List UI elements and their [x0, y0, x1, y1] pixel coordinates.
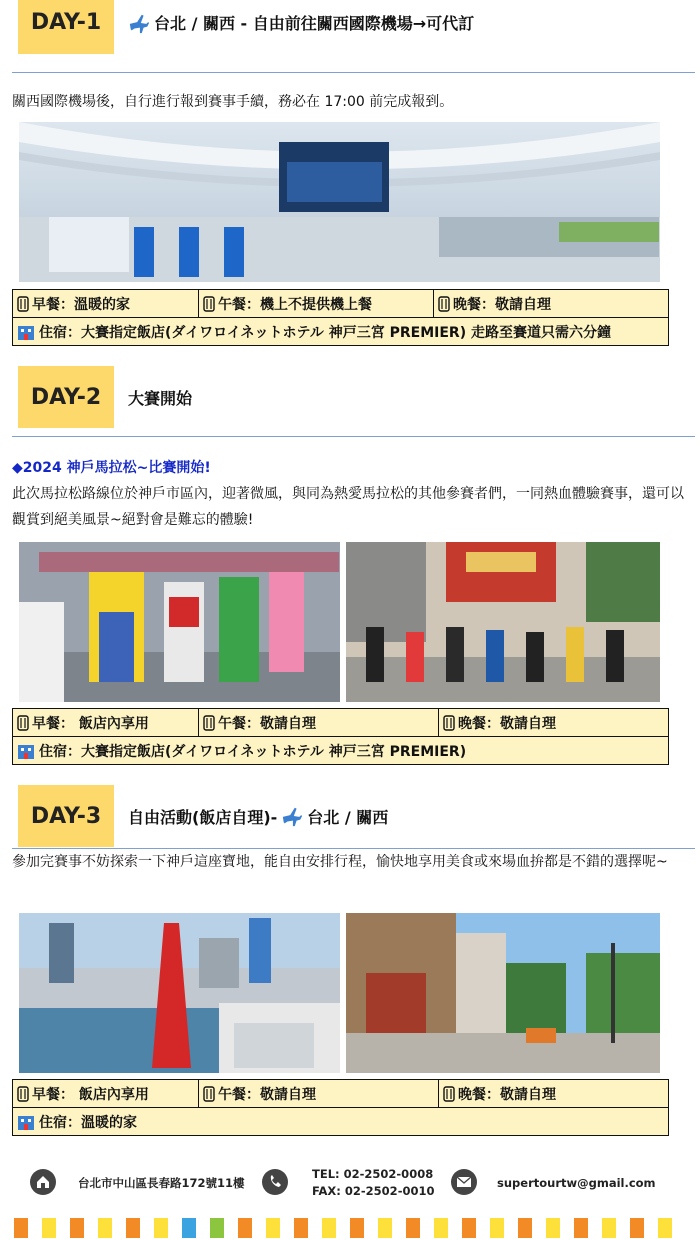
hotel-cell	[13, 737, 668, 764]
day3-description: 參加完賽事不妨探索一下神戶這座寶地，能自由安排行程，愉快地享用美食或來場血拚都是不錯的選擇呢~	[12, 854, 668, 870]
stripe	[378, 1218, 392, 1238]
stripe	[70, 1218, 84, 1238]
stripe	[630, 1218, 644, 1238]
day1-description: 關西國際機場後，自行進行報到賽事手續，務必在 17:00 前完成報到。	[12, 94, 454, 110]
dinner-text: 晚餐：敬請自理	[458, 715, 556, 732]
lunch-cell	[198, 290, 433, 317]
mail-icon	[451, 1169, 477, 1195]
utensils-icon	[203, 1086, 215, 1102]
marathon-runners-photo	[19, 542, 340, 702]
utensils-icon	[438, 296, 450, 312]
kobe-chinatown-photo	[346, 542, 660, 702]
stripe	[14, 1218, 28, 1238]
day3-title	[128, 805, 388, 828]
lunch-cell	[198, 1080, 438, 1107]
lunch-text: 午餐：敬請自理	[218, 1086, 316, 1103]
day1-header	[18, 0, 474, 45]
hotel-row	[13, 318, 668, 345]
home-icon	[30, 1169, 56, 1195]
kobe-street-photo	[346, 913, 660, 1073]
stripe	[98, 1218, 112, 1238]
stripe	[238, 1218, 252, 1238]
meal-row	[13, 709, 668, 737]
day2-badge: DAY-2	[18, 366, 114, 428]
stripe	[434, 1218, 448, 1238]
airplane-icon	[128, 12, 150, 34]
day2-description: 此次馬拉松路線位於神戶市區內，迎著微風，與同為熱愛馬拉松的其他參賽者們，一同熱血體驗賽事，還可以觀賞到絕美風景~絕對會是難忘的體驗!	[12, 486, 684, 528]
day3-meal-table	[12, 1079, 669, 1136]
airplane-icon	[281, 805, 303, 827]
address-text: 台北市中山區長春路172號11樓	[78, 1176, 245, 1190]
lunch-text: 午餐：敬請自理	[218, 715, 316, 732]
meal-row	[13, 1080, 668, 1108]
kobe-harbor-photo	[19, 913, 340, 1073]
day3-title-prefix: 自由活動(飯店自理)-	[128, 807, 278, 827]
day1-title	[128, 11, 474, 34]
stripe	[350, 1218, 364, 1238]
utensils-icon	[17, 1086, 29, 1102]
day2-title: 大賽開始	[128, 388, 193, 408]
stripe	[154, 1218, 168, 1238]
hotel-row	[13, 737, 668, 764]
hotel-icon	[17, 1113, 35, 1131]
dinner-text: 晚餐：敬請自理	[453, 296, 551, 313]
day3-header	[18, 785, 388, 847]
stripe	[294, 1218, 308, 1238]
airport-photo	[19, 122, 660, 282]
stripe	[210, 1218, 224, 1238]
stripe	[266, 1218, 280, 1238]
breakfast-text: 早餐：溫暖的家	[32, 296, 130, 313]
divider	[12, 436, 695, 437]
day2-highlight: ◆2024 神戶馬拉松~比賽開始!	[12, 460, 211, 476]
stripe	[602, 1218, 616, 1238]
fax-text: FAX: 02-2502-0010	[312, 1184, 435, 1198]
stripe	[490, 1218, 504, 1238]
breakfast-cell	[13, 1080, 198, 1107]
divider	[12, 72, 695, 73]
meal-row	[13, 290, 668, 318]
day3-title-suffix: 台北 / 關西	[307, 807, 389, 827]
hotel-text: 住宿：溫暖的家	[39, 1114, 137, 1131]
utensils-icon	[443, 715, 455, 731]
day1-title-text: 台北 / 關西 - 自由前往關西國際機場→可代訂	[154, 14, 475, 33]
day1-badge: DAY-1	[18, 0, 114, 54]
breakfast-cell	[13, 290, 198, 317]
day1-meal-table	[12, 289, 669, 346]
hotel-cell	[13, 318, 668, 345]
lunch-cell	[198, 709, 438, 736]
day3-badge: DAY-3	[18, 785, 114, 847]
hotel-row	[13, 1108, 668, 1135]
hotel-cell	[13, 1108, 668, 1135]
stripe	[518, 1218, 532, 1238]
stripe	[574, 1218, 588, 1238]
lunch-text: 午餐：機上不提供機上餐	[218, 296, 372, 313]
day2-header	[18, 366, 192, 428]
stripe	[42, 1218, 56, 1238]
dinner-cell	[438, 1080, 668, 1107]
tel-text: TEL: 02-2502-0008	[312, 1167, 434, 1181]
stripe	[546, 1218, 560, 1238]
dinner-text: 晚餐：敬請自理	[458, 1086, 556, 1103]
hotel-icon	[17, 742, 35, 760]
utensils-icon	[203, 715, 215, 731]
stripe	[658, 1218, 672, 1238]
breakfast-text: 早餐： 飯店內享用	[32, 1086, 149, 1103]
utensils-icon	[443, 1086, 455, 1102]
decorative-stripes	[14, 1218, 686, 1238]
hotel-icon	[17, 323, 35, 341]
stripe	[406, 1218, 420, 1238]
contact-footer	[0, 1158, 700, 1208]
utensils-icon	[17, 715, 29, 731]
stripe	[462, 1218, 476, 1238]
dinner-cell	[438, 709, 668, 736]
phone-icon	[262, 1169, 288, 1195]
stripe	[182, 1218, 196, 1238]
hotel-text: 住宿：大賽指定飯店(ダイワロイネットホテル 神戸三宮 PREMIER) 走路至賽道只需六分鐘	[39, 324, 611, 341]
breakfast-cell	[13, 709, 198, 736]
utensils-icon	[203, 296, 215, 312]
email-text: supertourtw@gmail.com	[497, 1176, 656, 1190]
hotel-text: 住宿：大賽指定飯店(ダイワロイネットホテル 神戸三宮 PREMIER)	[39, 743, 467, 760]
day2-meal-table	[12, 708, 669, 765]
stripe	[126, 1218, 140, 1238]
dinner-cell	[433, 290, 668, 317]
utensils-icon	[17, 296, 29, 312]
breakfast-text: 早餐： 飯店內享用	[32, 715, 149, 732]
stripe	[322, 1218, 336, 1238]
